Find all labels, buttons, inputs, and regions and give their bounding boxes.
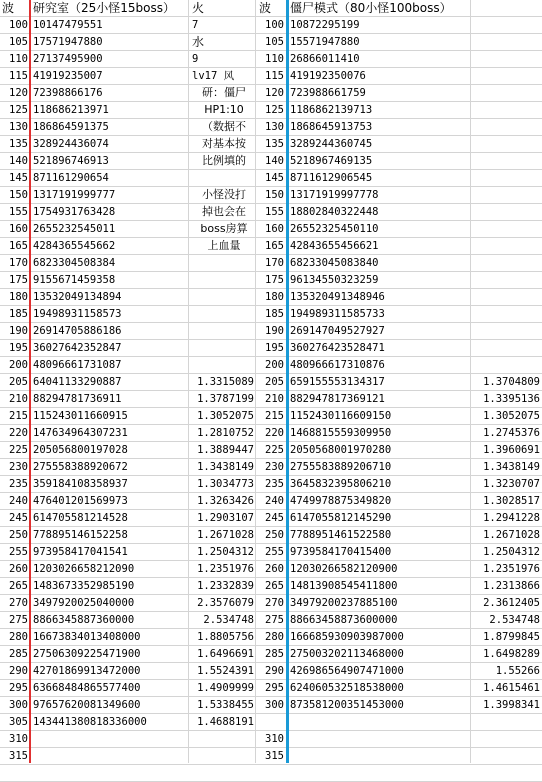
lab-column-divider <box>29 0 31 763</box>
wave-cell-right[interactable]: 140 <box>265 155 284 167</box>
wave-cell-right[interactable]: 205 <box>265 376 284 388</box>
zombie-ratio-cell[interactable] <box>470 221 540 238</box>
zombie-hp-cell[interactable]: 723988661759 <box>290 87 366 99</box>
wave-cell-left[interactable]: 130 <box>9 121 28 133</box>
zombie-ratio-cell[interactable]: 1.2313866 <box>483 580 540 592</box>
zombie-hp-cell[interactable]: 88663458873600000 <box>290 614 398 626</box>
lab-hp-cell[interactable]: 9155671459358 <box>33 274 116 286</box>
lab-hp-cell[interactable]: 27506309225471900 <box>33 648 141 660</box>
zombie-ratio-cell[interactable] <box>470 731 540 748</box>
zombie-ratio-cell[interactable]: 1.3028517 <box>483 495 540 507</box>
fire-cell-2[interactable]: 水 <box>192 35 205 49</box>
zombie-hp-cell[interactable]: 135320491348946 <box>290 291 385 303</box>
wave-cell-right[interactable]: 135 <box>265 138 284 150</box>
wave-cell-right[interactable]: 110 <box>265 53 284 65</box>
zombie-ratio-cell[interactable]: 2.534748 <box>489 614 540 626</box>
zombie-ratio-cell[interactable]: 1.3395136 <box>483 393 540 405</box>
wave-cell-right[interactable]: 150 <box>265 189 284 201</box>
lab-hp-cell[interactable]: 186864591375 <box>33 121 109 133</box>
wave-cell-left[interactable]: 260 <box>9 563 28 575</box>
zombie-ratio-cell[interactable]: 1.3230707 <box>483 478 540 490</box>
wave-cell-left[interactable]: 140 <box>9 155 28 167</box>
lab-ratio-cell[interactable] <box>186 170 254 187</box>
wave-cell-right[interactable]: 225 <box>265 444 284 456</box>
zombie-ratio-cell[interactable] <box>470 68 540 85</box>
fire-cell-3[interactable]: 9 <box>192 53 199 65</box>
wave-cell-left[interactable]: 195 <box>9 342 28 354</box>
zombie-ratio-cell[interactable]: 1.3998341 <box>483 699 540 711</box>
wave-cell-left[interactable]: 240 <box>9 495 28 507</box>
wave-cell-right[interactable]: 300 <box>265 699 284 711</box>
wave-cell-right[interactable]: 270 <box>265 597 284 609</box>
wave-cell-right[interactable]: 240 <box>265 495 284 507</box>
zombie-ratio-cell[interactable]: 1.6498289 <box>483 648 540 660</box>
wave-cell-left[interactable]: 105 <box>9 36 28 48</box>
lab-ratio-cell[interactable] <box>186 221 254 238</box>
zombie-hp-cell[interactable]: 26866011410 <box>290 53 360 65</box>
fire-cell-1[interactable]: 7 <box>192 19 199 31</box>
wave-cell-right[interactable]: 260 <box>265 563 284 575</box>
zombie-ratio-cell[interactable] <box>470 17 540 34</box>
lab-ratio-cell[interactable]: 1.2351976 <box>197 563 254 575</box>
lab-ratio-cell[interactable] <box>186 340 254 357</box>
lab-hp-cell[interactable]: 614705581214528 <box>33 512 128 524</box>
wave-cell-right[interactable]: 175 <box>265 274 284 286</box>
wave-cell-left[interactable]: 295 <box>9 682 28 694</box>
lab-ratio-cell[interactable]: 1.3263426 <box>197 495 254 507</box>
header-wave-b[interactable]: 波 <box>259 1 272 15</box>
zombie-ratio-cell[interactable]: 2.3612405 <box>483 597 540 609</box>
wave-cell-right[interactable]: 195 <box>265 342 284 354</box>
lab-ratio-cell[interactable] <box>186 357 254 374</box>
wave-cell-left[interactable]: 220 <box>9 427 28 439</box>
zombie-ratio-cell[interactable] <box>470 51 540 68</box>
lab-hp-cell[interactable]: 1317191999777 <box>33 189 116 201</box>
wave-cell-left[interactable]: 145 <box>9 172 28 184</box>
wave-cell-right[interactable]: 230 <box>265 461 284 473</box>
zombie-hp-cell[interactable]: 8711612906545 <box>290 172 373 184</box>
lab-hp-cell[interactable]: 63668484865577400 <box>33 682 141 694</box>
lab-hp-cell[interactable]: 2655232545011 <box>33 223 116 235</box>
lab-ratio-cell[interactable] <box>186 289 254 306</box>
zombie-ratio-cell[interactable]: 1.8799845 <box>483 631 540 643</box>
zombie-hp-cell[interactable]: 1152430116609150 <box>290 410 392 422</box>
lab-hp-cell[interactable]: 17571947880 <box>33 36 103 48</box>
lab-ratio-cell[interactable]: 1.2332839 <box>197 580 254 592</box>
wave-cell-left[interactable]: 165 <box>9 240 28 252</box>
header-wave-a[interactable]: 波 <box>2 1 15 15</box>
lab-hp-cell[interactable]: 143441380818336000 <box>33 716 147 728</box>
wave-cell-left[interactable]: 315 <box>9 750 28 762</box>
wave-cell-right[interactable]: 250 <box>265 529 284 541</box>
lab-ratio-cell[interactable] <box>186 34 254 51</box>
wave-cell-right[interactable]: 290 <box>265 665 284 677</box>
zombie-hp-cell[interactable]: 34979200237885100 <box>290 597 398 609</box>
zombie-ratio-cell[interactable]: 1.2745376 <box>483 427 540 439</box>
zombie-hp-cell[interactable]: 873581200351453000 <box>290 699 404 711</box>
wave-cell-right[interactable]: 220 <box>265 427 284 439</box>
wave-cell-left[interactable]: 235 <box>9 478 28 490</box>
lab-ratio-cell[interactable] <box>186 255 254 272</box>
wave-cell-left[interactable]: 170 <box>9 257 28 269</box>
lab-hp-cell[interactable]: 1754931763428 <box>33 206 116 218</box>
note-line: （数据不 <box>202 120 246 133</box>
zombie-hp-cell[interactable]: 68233045083840 <box>290 257 379 269</box>
zombie-hp-cell[interactable]: 4749978875349820 <box>290 495 392 507</box>
zombie-hp-cell[interactable]: 426986564907471000 <box>290 665 404 677</box>
wave-cell-right[interactable]: 235 <box>265 478 284 490</box>
lab-hp-cell[interactable]: 64041133290887 <box>33 376 122 388</box>
wave-cell-right[interactable]: 295 <box>265 682 284 694</box>
zombie-hp-cell[interactable]: 14813908545411800 <box>290 580 398 592</box>
fire-cell-4[interactable]: lv17 风 <box>192 70 235 82</box>
lab-ratio-cell[interactable]: 1.8805756 <box>197 631 254 643</box>
zombie-hp-cell[interactable]: 42843655456621 <box>290 240 379 252</box>
zombie-ratio-cell[interactable] <box>470 34 540 51</box>
zombie-hp-cell[interactable]: 3289244360745 <box>290 138 373 150</box>
zombie-hp-cell[interactable]: 26552325450110 <box>290 223 379 235</box>
zombie-hp-cell[interactable]: 624060532518538000 <box>290 682 404 694</box>
zombie-hp-cell[interactable]: 13171919997778 <box>290 189 379 201</box>
wave-cell-left[interactable]: 310 <box>9 733 28 745</box>
lab-ratio-cell[interactable] <box>186 272 254 289</box>
zombie-hp-cell[interactable]: 882947817369121 <box>290 393 385 405</box>
wave-cell-left[interactable]: 150 <box>9 189 28 201</box>
zombie-hp-cell[interactable]: 12030266582120900 <box>290 563 398 575</box>
lab-hp-cell[interactable] <box>33 731 188 748</box>
lab-ratio-cell[interactable]: 1.3315089 <box>197 376 254 388</box>
lab-hp-cell[interactable]: 6823304508384 <box>33 257 116 269</box>
wave-cell-left[interactable]: 135 <box>9 138 28 150</box>
wave-cell-right[interactable]: 275 <box>265 614 284 626</box>
lab-hp-cell[interactable]: 973958417041541 <box>33 546 128 558</box>
wave-cell-right[interactable]: 160 <box>265 223 284 235</box>
wave-cell-right[interactable]: 245 <box>265 512 284 524</box>
zombie-ratio-cell[interactable] <box>470 714 540 731</box>
lab-ratio-cell[interactable] <box>186 153 254 170</box>
note-line: 研：僵尸 <box>202 86 246 99</box>
zombie-ratio-cell[interactable]: 1.2671028 <box>483 529 540 541</box>
wave-cell-right[interactable]: 180 <box>265 291 284 303</box>
lab-ratio-cell[interactable] <box>186 136 254 153</box>
lab-ratio-cell[interactable]: 1.3438149 <box>197 461 254 473</box>
note-line: boss房算 <box>200 222 248 235</box>
zombie-ratio-cell[interactable]: 1.2351976 <box>483 563 540 575</box>
lab-ratio-cell[interactable] <box>186 68 254 85</box>
wave-cell-left[interactable]: 255 <box>9 546 28 558</box>
wave-cell-right[interactable]: 310 <box>265 733 284 745</box>
lab-hp-cell[interactable] <box>33 748 188 765</box>
zombie-ratio-cell[interactable]: 1.3960691 <box>483 444 540 456</box>
zombie-hp-cell[interactable]: 15571947880 <box>290 36 360 48</box>
lab-ratio-cell[interactable] <box>186 51 254 68</box>
zombie-hp-cell[interactable]: 18802840322448 <box>290 206 379 218</box>
lab-ratio-cell[interactable]: 1.3052075 <box>197 410 254 422</box>
note-line: 比例填的 <box>202 154 246 167</box>
zombie-hp-cell[interactable]: 2050568001970280 <box>290 444 392 456</box>
lab-hp-cell[interactable]: 476401201569973 <box>33 495 128 507</box>
wave-cell-right[interactable]: 315 <box>265 750 284 762</box>
wave-cell-right[interactable]: 130 <box>265 121 284 133</box>
lab-hp-cell[interactable]: 72398866176 <box>33 87 103 99</box>
lab-hp-cell[interactable]: 521896746913 <box>33 155 109 167</box>
zombie-hp-cell[interactable]: 9739584170415400 <box>290 546 392 558</box>
zombie-ratio-cell[interactable] <box>470 85 540 102</box>
wave-cell-right[interactable]: 280 <box>265 631 284 643</box>
zombie-hp-cell[interactable]: 1868645913753 <box>290 121 373 133</box>
zombie-ratio-cell[interactable]: 1.3052075 <box>483 410 540 422</box>
wave-cell-right[interactable] <box>257 714 284 731</box>
lab-hp-cell[interactable]: 115243011660915 <box>33 410 128 422</box>
lab-hp-cell[interactable]: 42701869913472000 <box>33 665 141 677</box>
zombie-ratio-cell[interactable] <box>470 187 540 204</box>
lab-ratio-cell[interactable] <box>186 85 254 102</box>
wave-cell-left[interactable]: 215 <box>9 410 28 422</box>
wave-cell-right[interactable]: 155 <box>265 206 284 218</box>
wave-cell-left[interactable]: 120 <box>9 87 28 99</box>
note-line: HP1:10 <box>204 103 244 116</box>
wave-cell-right[interactable]: 255 <box>265 546 284 558</box>
lab-ratio-cell[interactable]: 1.2504312 <box>197 546 254 558</box>
zombie-hp-cell[interactable]: 480966617310876 <box>290 359 385 371</box>
zombie-hp-cell[interactable]: 5218967469135 <box>290 155 373 167</box>
wave-cell-left[interactable]: 100 <box>9 19 28 31</box>
lab-hp-cell[interactable]: 48096661731087 <box>33 359 122 371</box>
lab-ratio-cell[interactable]: 1.2671028 <box>197 529 254 541</box>
wave-cell-left[interactable]: 210 <box>9 393 28 405</box>
zombie-ratio-cell[interactable] <box>470 102 540 119</box>
lab-hp-cell[interactable]: 41919235007 <box>33 70 103 82</box>
zombie-ratio-cell[interactable] <box>470 340 540 357</box>
lab-hp-cell[interactable]: 13532049134894 <box>33 291 122 303</box>
wave-cell-right[interactable]: 115 <box>265 70 284 82</box>
wave-cell-left[interactable]: 265 <box>9 580 28 592</box>
lab-ratio-cell[interactable] <box>186 731 254 748</box>
zombie-ratio-cell[interactable] <box>470 153 540 170</box>
zombie-hp-cell[interactable]: 269147049527927 <box>290 325 385 337</box>
wave-cell-left[interactable]: 290 <box>9 665 28 677</box>
wave-cell-left[interactable]: 180 <box>9 291 28 303</box>
zombie-hp-cell[interactable]: 275003202113468000 <box>290 648 404 660</box>
zombie-hp-cell[interactable]: 96134550323259 <box>290 274 379 286</box>
wave-cell-left[interactable]: 175 <box>9 274 28 286</box>
lab-ratio-cell[interactable] <box>186 748 254 765</box>
wave-cell-left[interactable]: 280 <box>9 631 28 643</box>
lab-ratio-cell[interactable]: 1.5338455 <box>197 699 254 711</box>
lab-ratio-cell[interactable] <box>186 187 254 204</box>
lab-hp-cell[interactable]: 4284365545662 <box>33 240 116 252</box>
lab-ratio-cell[interactable]: 1.2903107 <box>197 512 254 524</box>
wave-cell-left[interactable]: 285 <box>9 648 28 660</box>
note-line: 上血量 <box>207 239 241 252</box>
lab-hp-cell[interactable]: 1483673352985190 <box>33 580 135 592</box>
lab-ratio-cell[interactable] <box>186 102 254 119</box>
wave-cell-right[interactable]: 285 <box>265 648 284 660</box>
wave-cell-right[interactable]: 170 <box>265 257 284 269</box>
zombie-hp-cell[interactable] <box>290 748 475 765</box>
wave-cell-left[interactable]: 270 <box>9 597 28 609</box>
lab-ratio-cell[interactable] <box>186 323 254 340</box>
lab-hp-cell[interactable]: 275558388920672 <box>33 461 128 473</box>
lab-ratio-cell[interactable]: 1.4909999 <box>197 682 254 694</box>
wave-cell-left[interactable]: 300 <box>9 699 28 711</box>
lab-hp-cell[interactable]: 27137495900 <box>33 53 103 65</box>
header-fire[interactable]: 火 <box>192 1 205 15</box>
zombie-ratio-cell[interactable]: 1.3438149 <box>483 461 540 473</box>
lab-ratio-cell[interactable]: 1.3034773 <box>197 478 254 490</box>
zombie-hp-cell[interactable]: 3645832395806210 <box>290 478 392 490</box>
lab-hp-cell[interactable]: 26914705886186 <box>33 325 122 337</box>
lab-hp-cell[interactable]: 19498931158573 <box>33 308 122 320</box>
zombie-hp-cell[interactable] <box>290 714 475 731</box>
wave-cell-left[interactable]: 125 <box>9 104 28 116</box>
lab-ratio-cell[interactable]: 1.6496691 <box>197 648 254 660</box>
wave-cell-left[interactable]: 110 <box>9 53 28 65</box>
wave-cell-right[interactable]: 100 <box>265 19 284 31</box>
zombie-ratio-cell[interactable]: 1.4615461 <box>483 682 540 694</box>
lab-hp-cell[interactable]: 778895146152258 <box>33 529 128 541</box>
note-line: 小怪没打 <box>202 188 246 201</box>
zombie-ratio-cell[interactable] <box>470 170 540 187</box>
zombie-ratio-cell[interactable]: 1.55266 <box>495 665 540 677</box>
lab-ratio-cell[interactable]: 2.3576079 <box>197 597 254 609</box>
zombie-ratio-cell[interactable] <box>470 255 540 272</box>
zombie-ratio-cell[interactable] <box>470 323 540 340</box>
wave-cell-right[interactable]: 165 <box>265 240 284 252</box>
note-line: 掉也会在 <box>202 205 246 218</box>
wave-cell-left[interactable]: 115 <box>9 70 28 82</box>
lab-hp-cell[interactable]: 88294781736911 <box>33 393 122 405</box>
wave-cell-right[interactable]: 265 <box>265 580 284 592</box>
zombie-ratio-cell[interactable] <box>470 306 540 323</box>
zombie-ratio-cell[interactable]: 1.2941228 <box>483 512 540 524</box>
zombie-hp-cell[interactable]: 1468815559309950 <box>290 427 392 439</box>
wave-cell-right[interactable]: 120 <box>265 87 284 99</box>
lab-ratio-cell[interactable] <box>186 119 254 136</box>
zombie-hp-cell[interactable]: 360276423528471 <box>290 342 385 354</box>
lab-ratio-cell[interactable]: 2.534748 <box>203 614 254 626</box>
zombie-hp-cell[interactable]: 166685930903987000 <box>290 631 404 643</box>
lab-hp-cell[interactable]: 871161290654 <box>33 172 109 184</box>
wave-cell-right[interactable]: 145 <box>265 172 284 184</box>
lab-hp-cell[interactable]: 8866345887360000 <box>33 614 135 626</box>
lab-hp-cell[interactable]: 36027642352847 <box>33 342 122 354</box>
header-zombie[interactable]: 僵尸模式（80小怪100boss） <box>290 1 452 15</box>
wave-cell-left[interactable]: 190 <box>9 325 28 337</box>
wave-cell-left[interactable]: 160 <box>9 223 28 235</box>
wave-cell-left[interactable]: 230 <box>9 461 28 473</box>
lab-hp-cell[interactable]: 16673834013408000 <box>33 631 141 643</box>
wave-cell-left[interactable]: 250 <box>9 529 28 541</box>
zombie-hp-cell[interactable] <box>290 731 475 748</box>
wave-cell-right[interactable]: 125 <box>265 104 284 116</box>
zombie-hp-cell[interactable]: 2755583889206710 <box>290 461 392 473</box>
wave-cell-right[interactable]: 200 <box>265 359 284 371</box>
lab-ratio-cell[interactable]: 1.5524391 <box>197 665 254 677</box>
wave-cell-left[interactable]: 275 <box>9 614 28 626</box>
wave-cell-left[interactable]: 245 <box>9 512 28 524</box>
lab-ratio-cell[interactable] <box>186 17 254 34</box>
header-lab[interactable]: 研究室（25小怪15boss） <box>33 1 176 15</box>
wave-cell-left[interactable]: 305 <box>9 716 28 728</box>
lab-hp-cell[interactable]: 10147479551 <box>33 19 103 31</box>
wave-cell-right[interactable]: 190 <box>265 325 284 337</box>
lab-ratio-cell[interactable]: 1.3889447 <box>197 444 254 456</box>
zombie-ratio-cell[interactable]: 1.2504312 <box>483 546 540 558</box>
wave-cell-right[interactable]: 210 <box>265 393 284 405</box>
lab-ratio-cell[interactable] <box>186 238 254 255</box>
zombie-hp-cell[interactable]: 419192350076 <box>290 70 366 82</box>
note-line: 对基本按 <box>202 137 246 150</box>
lab-hp-cell[interactable]: 205056800197028 <box>33 444 128 456</box>
lab-hp-cell[interactable]: 328924436074 <box>33 138 109 150</box>
lab-hp-cell[interactable]: 118686213971 <box>33 104 109 116</box>
zombie-hp-cell[interactable]: 7788951461522580 <box>290 529 392 541</box>
zombie-hp-cell[interactable]: 194989311585733 <box>290 308 385 320</box>
lab-ratio-cell[interactable]: 1.4688191 <box>197 716 254 728</box>
lab-hp-cell[interactable]: 359184108358937 <box>33 478 128 490</box>
zombie-hp-cell[interactable]: 1186862139713 <box>290 104 373 116</box>
zombie-column-divider <box>286 0 289 763</box>
zombie-hp-cell[interactable]: 10872295199 <box>290 19 360 31</box>
zombie-ratio-cell[interactable] <box>470 748 540 765</box>
wave-cell-right[interactable]: 185 <box>265 308 284 320</box>
lab-hp-cell[interactable]: 147634964307231 <box>33 427 128 439</box>
wave-cell-left[interactable]: 185 <box>9 308 28 320</box>
wave-cell-left[interactable]: 200 <box>9 359 28 371</box>
zombie-hp-cell[interactable]: 6147055812145290 <box>290 512 392 524</box>
zombie-ratio-cell[interactable] <box>470 136 540 153</box>
lab-hp-cell[interactable]: 97657620081349600 <box>33 699 141 711</box>
wave-cell-right[interactable]: 215 <box>265 410 284 422</box>
zombie-ratio-cell[interactable]: 1.3704809 <box>483 376 540 388</box>
lab-hp-cell[interactable]: 3497920025040000 <box>33 597 135 609</box>
lab-ratio-cell[interactable]: 1.2810752 <box>197 427 254 439</box>
lab-hp-cell[interactable]: 1203026658212090 <box>33 563 135 575</box>
zombie-ratio-cell[interactable] <box>470 204 540 221</box>
lab-ratio-cell[interactable] <box>186 204 254 221</box>
wave-cell-left[interactable]: 155 <box>9 206 28 218</box>
zombie-ratio-cell[interactable] <box>470 238 540 255</box>
zombie-hp-cell[interactable]: 659155553134317 <box>290 376 385 388</box>
zombie-ratio-cell[interactable] <box>470 272 540 289</box>
lab-ratio-cell[interactable]: 1.3787199 <box>197 393 254 405</box>
zombie-ratio-cell[interactable] <box>470 289 540 306</box>
lab-ratio-cell[interactable] <box>186 306 254 323</box>
wave-cell-left[interactable]: 205 <box>9 376 28 388</box>
wave-cell-left[interactable]: 225 <box>9 444 28 456</box>
zombie-ratio-cell[interactable] <box>470 357 540 374</box>
zombie-ratio-cell[interactable] <box>470 119 540 136</box>
wave-cell-right[interactable]: 105 <box>265 36 284 48</box>
